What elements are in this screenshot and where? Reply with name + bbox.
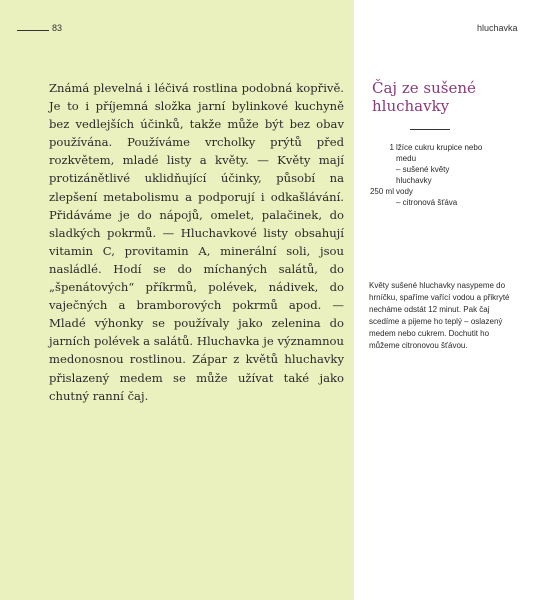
ingredient-item [396, 197, 486, 208]
ingredient-text: – sušené květy hluchavky [396, 165, 450, 185]
recipe-instructions: Květy sušené hluchavky nasypeme do hrníčku, spaříme vařící vodou a přikryté necháme odstát 12 minut. Pak čaj scedíme a pijeme ho teplý – oslazený medem nebo cukrem. Dochutit ho můžeme citronovou šťávou. [369, 281, 510, 350]
running-title: hluchavka [477, 23, 518, 33]
ingredient-text: vody [396, 187, 413, 196]
ingredient-text: lžíce cukru krupice nebo medu [396, 143, 483, 163]
ingredient-item [396, 164, 486, 186]
ingredient-text: – citronová šťáva [396, 198, 458, 207]
recipe-divider [410, 129, 450, 130]
ingredient-amount: 1 [389, 143, 394, 152]
page-number: 83 [52, 23, 63, 33]
page-number-rule [17, 30, 49, 31]
ingredient-amount: 250 ml [369, 187, 394, 196]
ingredient-list [362, 142, 486, 208]
ingredient-item [389, 142, 486, 164]
body-paragraph: Známá plevelná i léčivá rostlina podobná kopřivě. Je to i příjemná složka jarní bylinkové kuchyně bez vedlejších účinků, takže může být bez obav používána. Používáme vrcholky prýtů před rozkvětem, mladé listy a květy. — Květy mají protizánětlivé uklidňující účinky, působí na zlepšení metabolismu a podporují i odkašlávání. Přidáváme je do nápojů, omelet, palačinek, do sladkých pokrmů. — Hluchavkové listy obsahují vitamin C, provitamin A, minerální soli, jsou nasládlé. Hodí se do míchaných salátů, do „špenátových“ příkrmů, polévek, nádivek, do vaječných a bramborových pokrmů apod. — Mladé výhonky se používaly jako zelenina do jarních polévek a salátů. Hluchavka je významnou medonosnou rostlinou. Zápar z květů hluchavky přislazený medem se může užívat také jako chutný ranní čaj. [49, 81, 344, 403]
main-body-text [49, 79, 344, 405]
recipe-title: Čaj ze sušené hluchavky [372, 79, 476, 115]
ingredient-item [369, 186, 486, 197]
